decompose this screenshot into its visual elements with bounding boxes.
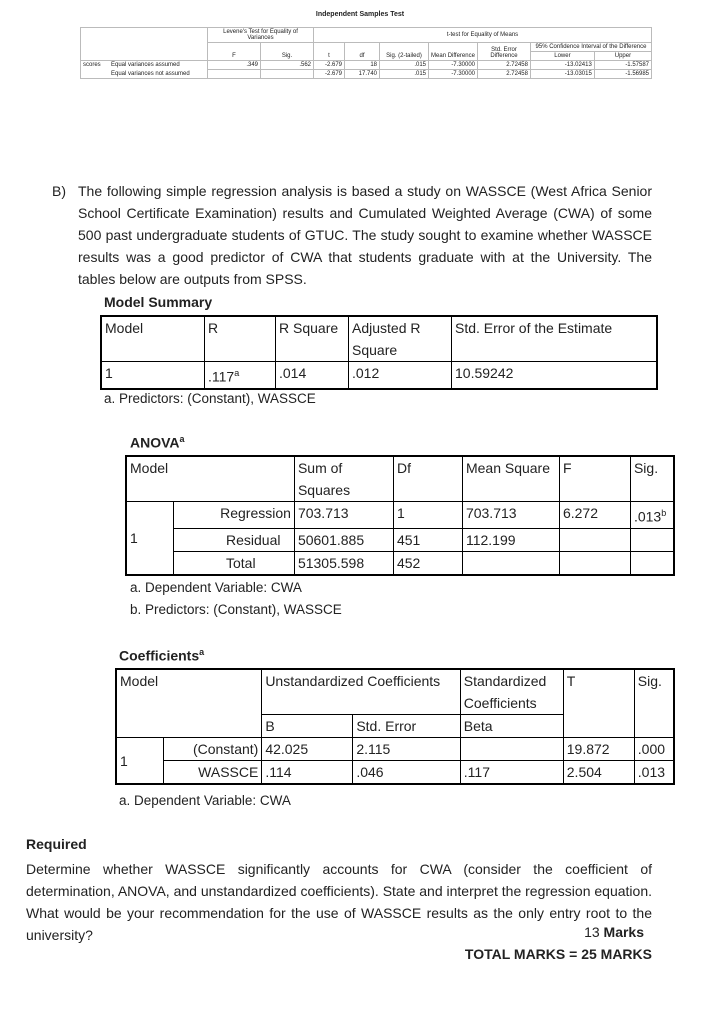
coefficients-title: Coefficients$^a$	[119, 647, 205, 664]
coef-header-unstd: Unstandardized Coefficients	[262, 669, 460, 715]
anova-table	[125, 455, 675, 576]
anova-header-model: Model	[126, 456, 294, 502]
ttest-header: t-test for Equality of Means	[314, 28, 652, 43]
model-summary-footnote: a. Predictors: (Constant), WASSCE	[104, 391, 316, 406]
ms-header-r: R	[205, 316, 276, 362]
row-label: Equal variances not assumed	[111, 70, 190, 77]
table-row: scores Equal variances assumed .349 .562 -2.679 18 .015 -7.30000 2.72458 -13.02413 -1.57587	[81, 61, 652, 70]
table-row: 1 .117$^a$ .014 .012 10.59242	[101, 362, 657, 389]
table-row: WASSCE .114 .046 .117 2.504 .013	[116, 761, 674, 785]
anova-header-ss: Sum of Squares	[294, 456, 393, 502]
total-marks: TOTAL MARKS = 25 MARKS	[464, 946, 652, 962]
table-row: Residual 50601.885 451 112.199	[126, 528, 674, 551]
coef-header-t: T	[563, 669, 634, 738]
anova-header-f: F	[559, 456, 630, 502]
required-text: Determine whether WASSCE significantly accounts for CWA (consider the coefficient of determination, ANOVA, and unstandardized coefficients). State and interpret the regression equation. What would be your recommendation for the use of WASSCE results as the only entry root to the university?	[26, 861, 652, 943]
row-label: Equal variances assumed	[111, 62, 180, 68]
coef-header-model: Model	[116, 669, 262, 738]
ms-header-se: Std. Error of the Estimate	[452, 316, 658, 362]
model-summary-title: Model Summary	[104, 294, 213, 310]
ms-header-rsq: R Square	[276, 316, 349, 362]
ms-header-adj: Adjusted R Square	[349, 316, 452, 362]
coefficients-footnote: a. Dependent Variable: CWA	[119, 793, 291, 808]
coefficients-table	[115, 668, 675, 785]
col-lower: Lower	[531, 52, 595, 61]
coef-header-sig: Sig.	[634, 669, 674, 738]
col-mean-diff: Mean Difference	[429, 43, 478, 61]
section-b-text: The following simple regression analysis is based a study on WASSCE (West Africa Senior School Certificate Examination) results and Cumulated Weighted Average (CWA) of some 500 past undergraduate students of GTUC. The study sought to examine whether WASSCE results was a good predictor of CWA that students graduate with at the University. The tables below are outputs from SPSS.	[78, 183, 652, 287]
var-label: scores	[83, 62, 101, 68]
col-upper: Upper	[594, 52, 651, 61]
required-title: Required	[26, 836, 87, 852]
table-row: Total 51305.598 452	[126, 551, 674, 575]
anova-header-ms: Mean Square	[462, 456, 559, 502]
levene-header: Levene's Test for Equality of Variances	[208, 28, 314, 43]
coef-header-b: B	[262, 715, 353, 738]
model-summary-table	[100, 315, 658, 390]
marks: 13 Marks	[584, 924, 644, 940]
ms-header-model: Model	[101, 316, 205, 362]
section-b	[52, 180, 652, 290]
anova-header-sig: Sig.	[630, 456, 674, 502]
table-row: 1 Regression 703.713 1 703.713 6.272 .013$^b$	[126, 502, 674, 529]
anova-header-df: Df	[393, 456, 462, 502]
anova-title: ANOVA$^a$	[130, 434, 185, 451]
coef-header-std: Standardized Coefficients	[460, 669, 563, 715]
section-b-label: B)	[52, 183, 66, 199]
col-sig: Sig.	[261, 43, 314, 61]
anova-footnote-b: b. Predictors: (Constant), WASSCE	[130, 602, 342, 617]
col-df: df	[345, 43, 380, 61]
independent-samples-title: Independent Samples Test	[315, 11, 405, 18]
ci-header: 95% Confidence Interval of the Difference	[531, 43, 652, 52]
col-f: F	[208, 43, 261, 61]
coef-header-se: Std. Error	[353, 715, 460, 738]
anova-footnote-a: a. Dependent Variable: CWA	[130, 580, 302, 595]
coef-header-beta: Beta	[460, 715, 563, 738]
independent-samples-table	[80, 27, 652, 79]
table-row: 1 (Constant) 42.025 2.115 19.872 .000	[116, 738, 674, 761]
col-sig2: Sig. (2-tailed)	[380, 43, 429, 61]
table-row: Equal variances not assumed -2.679 17.740 .015 -7.30000 2.72458 -13.03015 -1.56985	[81, 70, 652, 79]
col-se-diff: Std. Error Difference	[478, 43, 531, 61]
col-t: t	[314, 43, 345, 61]
